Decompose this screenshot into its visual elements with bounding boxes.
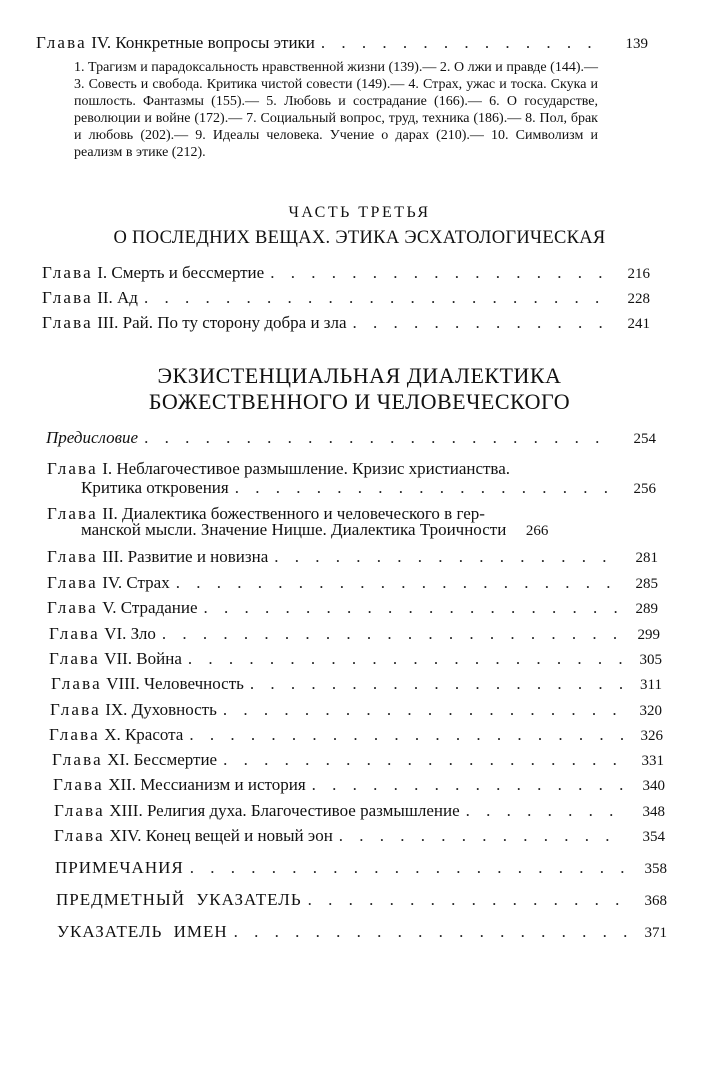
chapter-title-line-1: II. Диалектика божественного и человеческого в гер- bbox=[102, 504, 485, 523]
leader-dots bbox=[190, 858, 627, 878]
page-number: 281 bbox=[635, 550, 658, 566]
preface-title: Предисловие bbox=[46, 428, 139, 447]
leader-dots bbox=[223, 700, 622, 720]
chapter-label: Глава bbox=[53, 775, 104, 794]
chapter-label: Глава bbox=[49, 725, 100, 744]
leader-dots bbox=[223, 750, 624, 770]
toc-entry[interactable] bbox=[49, 624, 660, 645]
page-number: 371 bbox=[644, 925, 667, 941]
chapter-title: III. Развитие и новизна bbox=[102, 547, 269, 566]
page-number: 340 bbox=[642, 778, 665, 794]
chapter-label: Глава bbox=[42, 313, 93, 332]
toc-entry[interactable] bbox=[47, 573, 658, 594]
chapter-title: XI. Бессмертие bbox=[107, 750, 218, 769]
page-number: 266 bbox=[525, 523, 549, 539]
part-label: ЧАСТЬ ТРЕТЬЯ bbox=[288, 204, 431, 221]
chapter-label: Глава bbox=[50, 700, 101, 719]
leader-dots bbox=[466, 801, 625, 821]
leader-dots bbox=[312, 775, 625, 795]
page-number: 228 bbox=[627, 291, 650, 307]
leader-dots bbox=[235, 478, 616, 498]
chapter-title: XIV. Конец вещей и новый эон bbox=[109, 826, 333, 845]
toc-entry[interactable] bbox=[42, 263, 650, 284]
leader-dots bbox=[188, 649, 622, 669]
page-number: 320 bbox=[639, 703, 662, 719]
chapter-label: Глава bbox=[47, 573, 98, 592]
chapter-title: IV. Конкретные вопросы этики bbox=[91, 33, 315, 52]
toc-entry[interactable] bbox=[50, 700, 662, 721]
chapter-label: Глава bbox=[42, 263, 93, 282]
leader-dots bbox=[274, 547, 618, 567]
leader-dots bbox=[339, 826, 625, 846]
toc-entry[interactable] bbox=[53, 775, 665, 796]
page-number: 254 bbox=[633, 431, 656, 447]
page-number: 311 bbox=[640, 677, 662, 693]
toc-entry[interactable] bbox=[54, 826, 665, 847]
leader-dots bbox=[353, 313, 610, 333]
chapter-label: Глава bbox=[49, 649, 100, 668]
toc-entry-preface[interactable] bbox=[46, 428, 656, 449]
chapter-label: Глава bbox=[47, 459, 98, 478]
page-number: 256 bbox=[633, 481, 656, 497]
chapter-label: Глава bbox=[47, 504, 98, 523]
chapter-title: VIII. Человечность bbox=[106, 674, 244, 693]
toc-entry[interactable] bbox=[47, 547, 658, 568]
leader-dots bbox=[234, 922, 627, 942]
leader-dots bbox=[204, 598, 618, 618]
part-title: О ПОСЛЕДНИХ ВЕЩАХ. ЭТИКА ЭСХАТОЛОГИЧЕСКАЯ bbox=[113, 228, 606, 248]
toc-entry[interactable] bbox=[52, 750, 664, 771]
chapter-label: Глава bbox=[49, 624, 100, 643]
toc-entry[interactable] bbox=[42, 288, 650, 309]
toc-entry-subject-index[interactable] bbox=[56, 890, 667, 911]
toc-entry-chapter-1-cont[interactable] bbox=[81, 478, 656, 499]
chapter-label: Глава bbox=[42, 288, 93, 307]
toc-entry-notes[interactable] bbox=[55, 858, 667, 879]
toc-entry-chapter-2-cont[interactable] bbox=[81, 520, 658, 541]
chapter-label: Глава bbox=[36, 33, 87, 52]
chapter-title: XII. Мессианизм и история bbox=[108, 775, 306, 794]
toc-entry[interactable] bbox=[54, 801, 665, 822]
toc-entry[interactable] bbox=[42, 313, 650, 334]
page-number: 139 bbox=[625, 36, 648, 52]
leader-dots bbox=[270, 263, 610, 283]
leader-dots bbox=[321, 33, 608, 53]
chapter-title-line-2: Критика откровения bbox=[81, 478, 229, 497]
chapter-title: IX. Духовность bbox=[105, 700, 217, 719]
chapter-4-summary: 1. Трагизм и парадоксальность нравственной жизни (139).— 2. О лжи и правде (144).— 3. Совесть и свобода. Критика чистой совести (149).— 4. Страх, ужас и тоска. Скука и пошлость. Фантазмы (155).— 5. Любовь и сострадание (166).— 6. О государстве, революции и войне (172).— 7. Социальный вопрос, труд, техника (186).— 8. Пол, брак и любовь (202).— 9. Идеалы человека. Учение о дарах (210).— 10. Символизм и реализм в этике (212). bbox=[74, 60, 598, 160]
page-number: 289 bbox=[635, 601, 658, 617]
toc-entry-chapter-4[interactable] bbox=[36, 33, 648, 54]
chapter-label: Глава bbox=[47, 598, 98, 617]
page-number: 348 bbox=[642, 804, 665, 820]
leader-dots bbox=[189, 725, 623, 745]
chapter-title-line-1: I. Неблагочестивое размышление. Кризис христианства. bbox=[102, 459, 511, 478]
page-number: 216 bbox=[627, 266, 650, 282]
chapter-label: Глава bbox=[54, 801, 105, 820]
chapter-title: V. Страдание bbox=[102, 598, 198, 617]
leader-dots bbox=[144, 428, 616, 448]
chapter-title-line-2: манской мысли. Значение Ницше. Диалектика Троичности bbox=[81, 520, 507, 539]
page-number: 285 bbox=[635, 576, 658, 592]
page-number: 368 bbox=[644, 893, 667, 909]
chapter-title: III. Рай. По ту сторону добра и зла bbox=[97, 313, 347, 332]
book-title-line-1: ЭКЗИСТЕНЦИАЛЬНАЯ ДИАЛЕКТИКА bbox=[157, 363, 562, 388]
back-matter-title: ПРИМЕЧАНИЯ bbox=[55, 858, 184, 877]
page-number: 354 bbox=[642, 829, 665, 845]
toc-entry[interactable] bbox=[47, 598, 658, 619]
chapter-label: Глава bbox=[51, 674, 102, 693]
page-number: 358 bbox=[644, 861, 667, 877]
chapter-title: II. Ад bbox=[97, 288, 138, 307]
book-title-line-2: БОЖЕСТВЕННОГО И ЧЕЛОВЕЧЕСКОГО bbox=[148, 389, 571, 414]
leader-dots bbox=[176, 573, 618, 593]
chapter-title: XIII. Религия духа. Благочестивое размышление bbox=[109, 801, 460, 820]
back-matter-title: ПРЕДМЕТНЫЙ УКАЗАТЕЛЬ bbox=[56, 890, 302, 909]
chapter-title: VI. Зло bbox=[104, 624, 156, 643]
back-matter-title: УКАЗАТЕЛЬ ИМЕН bbox=[57, 922, 228, 941]
leader-dots bbox=[250, 674, 622, 694]
leader-dots bbox=[144, 288, 610, 308]
chapter-title: IV. Страх bbox=[102, 573, 170, 592]
chapter-label: Глава bbox=[47, 547, 98, 566]
toc-entry[interactable] bbox=[49, 649, 662, 670]
chapter-label: Глава bbox=[54, 826, 105, 845]
chapter-title: X. Красота bbox=[104, 725, 184, 744]
page-number: 331 bbox=[641, 753, 664, 769]
chapter-title: I. Смерть и бессмертие bbox=[97, 263, 265, 282]
page-number: 326 bbox=[640, 728, 663, 744]
toc-entry-chapter-1[interactable] bbox=[47, 459, 510, 479]
chapter-label: Глава bbox=[52, 750, 103, 769]
leader-dots bbox=[162, 624, 620, 644]
toc-entry[interactable] bbox=[49, 725, 663, 746]
leader-dots bbox=[308, 890, 627, 910]
page-number: 299 bbox=[637, 627, 660, 643]
toc-entry-name-index[interactable] bbox=[57, 922, 667, 943]
page-number: 241 bbox=[627, 316, 650, 332]
toc-entry[interactable] bbox=[51, 674, 662, 695]
page-number: 305 bbox=[639, 652, 662, 668]
chapter-title: VII. Война bbox=[104, 649, 182, 668]
